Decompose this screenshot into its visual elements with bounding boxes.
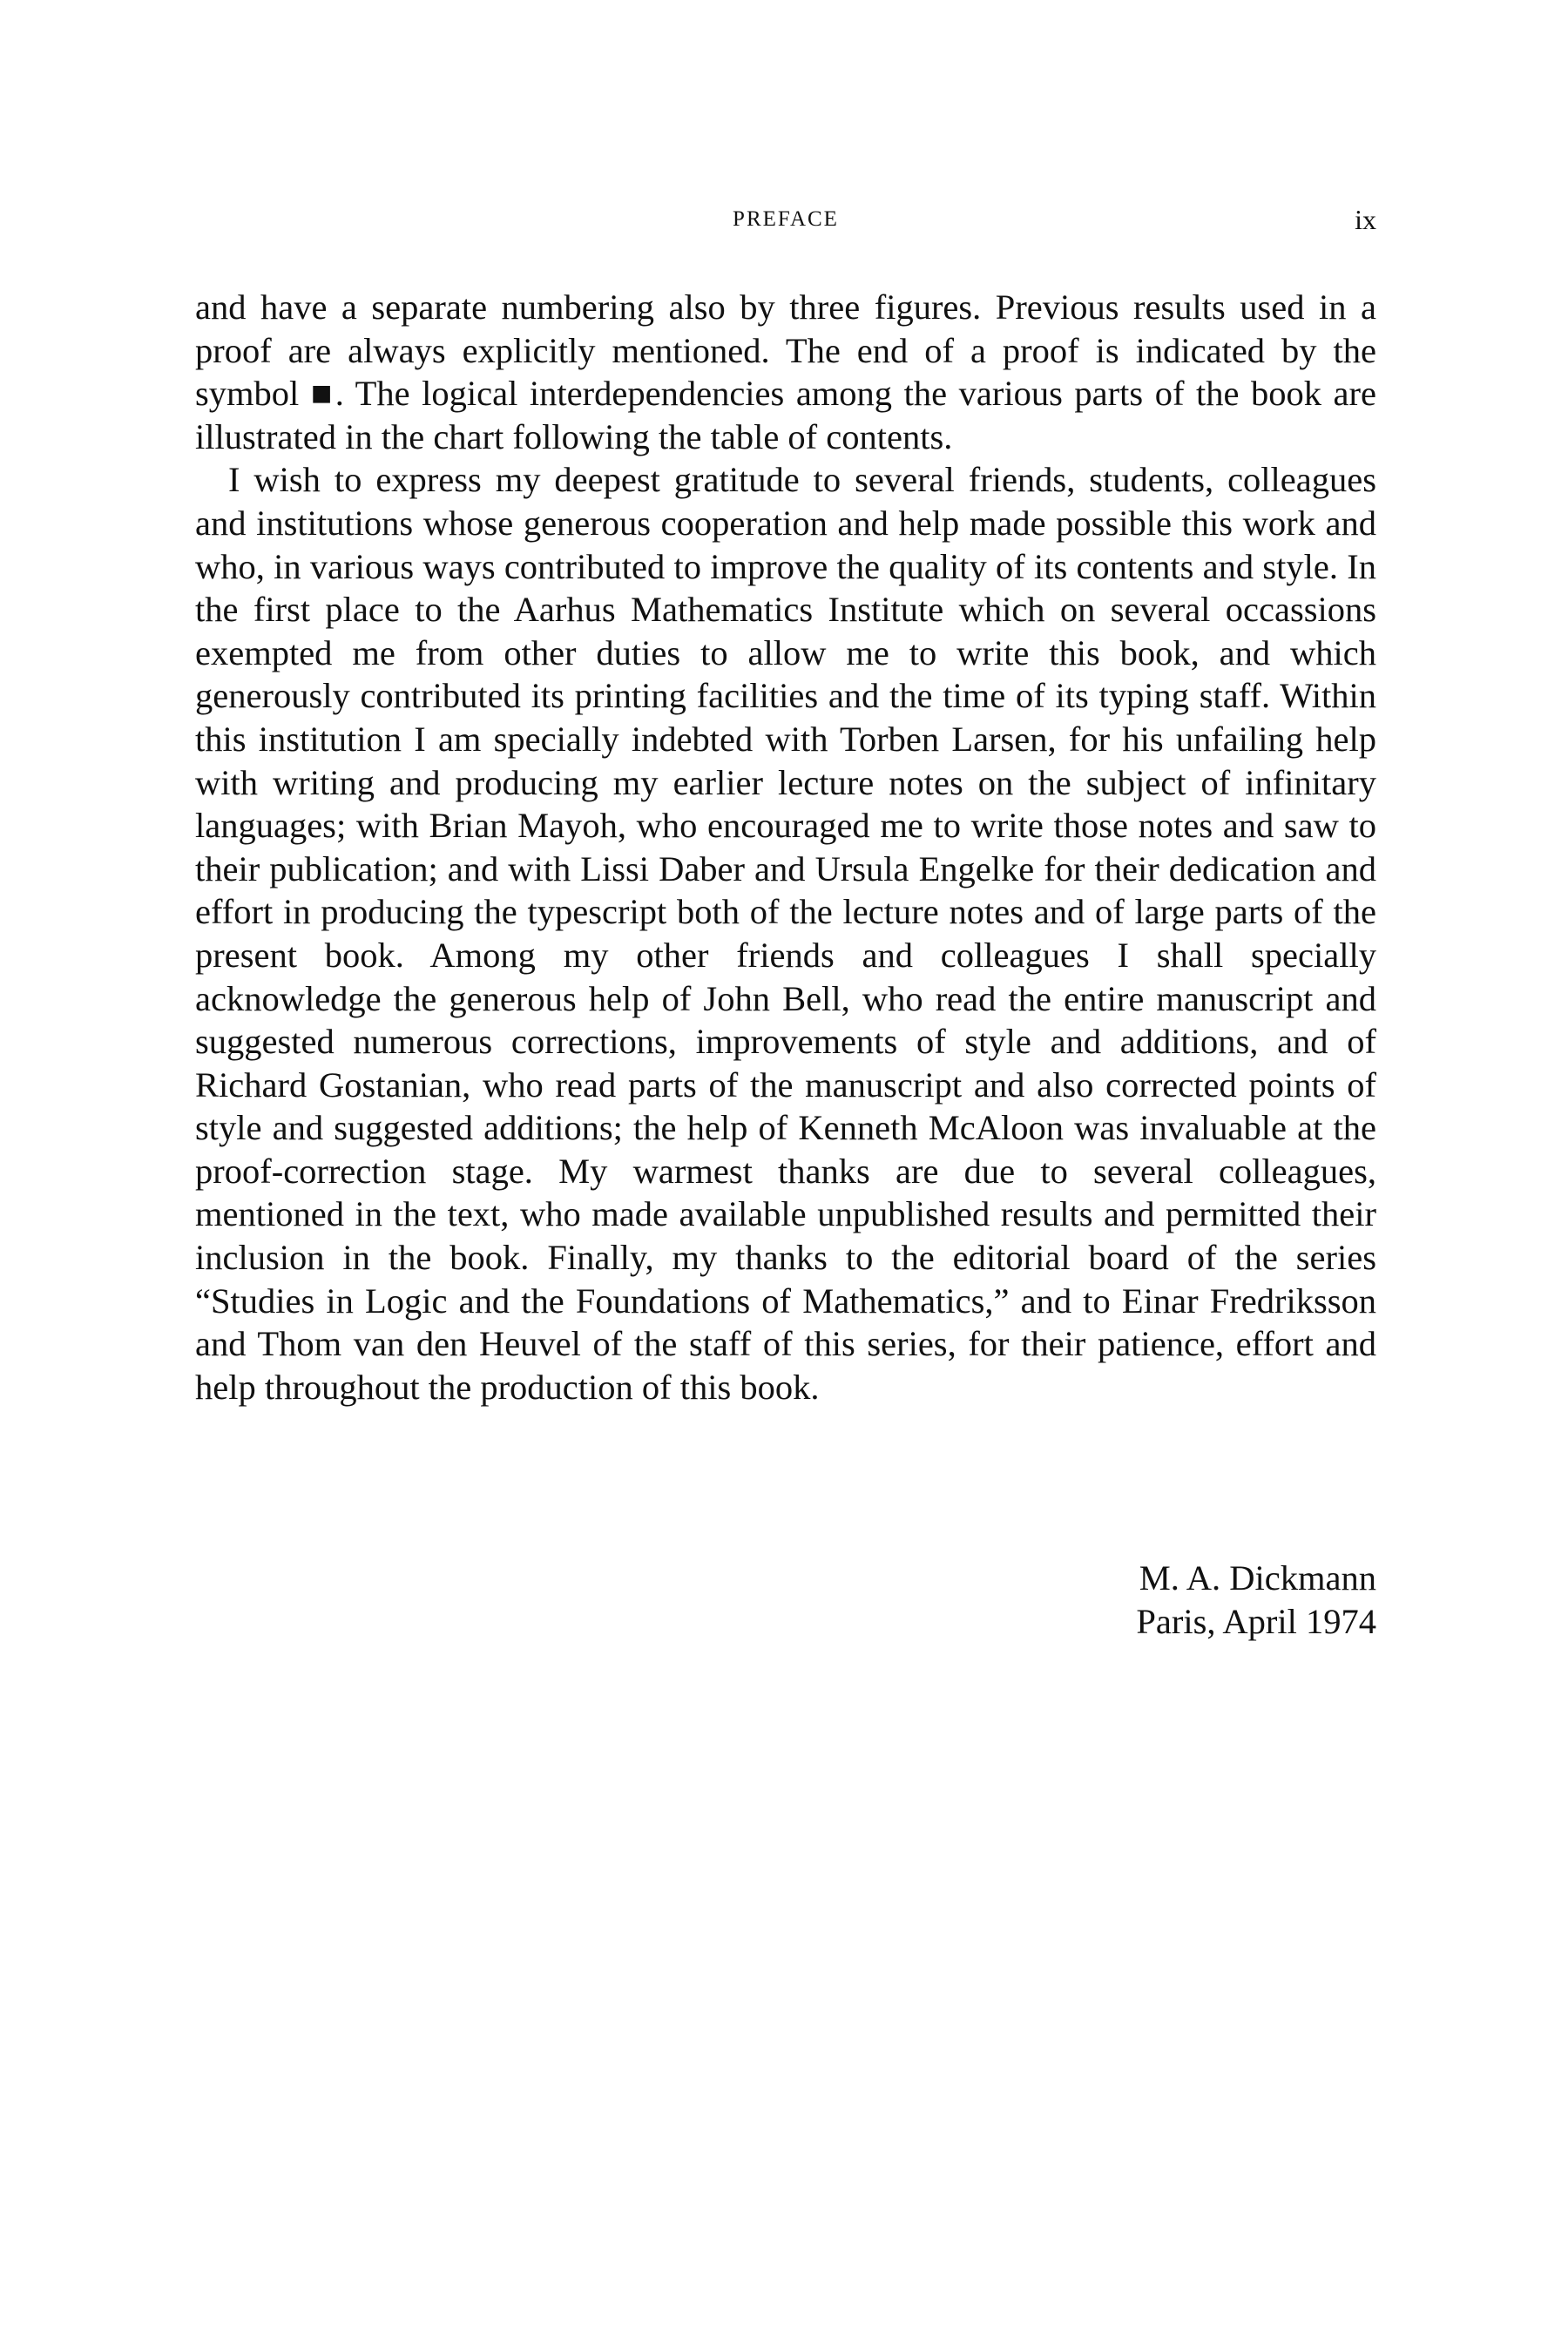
paragraph-continuation: and have a separate numbering also by three figures. Previous results used in a proof are always explicitly mentioned. The end of a proof is indicated by the symbol ■. The logical interdependencies among the various parts of the book are illustrated in the chart following the table of contents. — [195, 287, 1376, 456]
author-name: M. A. Dickmann — [1139, 1558, 1376, 1598]
signature-block — [1136, 1557, 1376, 1643]
page-number: ix — [1355, 204, 1376, 235]
running-title: PREFACE — [733, 207, 839, 231]
running-head — [195, 202, 1376, 237]
book-page — [195, 0, 1376, 2351]
paragraph-acknowledgements: I wish to express my deepest gratitude to several friends, students, colleagues and institutions whose generous cooperation and help made possible this work and who, in various ways contributed to improve the quality of its contents and style. In the first place to the Aarhus Mathematics Institute which on several occassions exempted me from other duties to allow me to write this book, and which generously contributed its printing facilities and the time of its typing staff. Within this institution I am specially indebted with Torben Larsen, for his unfailing help with writing and producing my earlier lecture notes on the subject of infinitary languages; with Brian Mayoh, who encouraged me to write those notes and saw to their publication; and with Lissi Daber and Ursula Engelke for their dedication and effort in producing the typescript both of the lecture notes and of large parts of the present book. Among my other friends and colleagues I shall specially acknowledge the generous help of John Bell, who read the entire manuscript and suggested numerous corrections, improvements of style and additions, and of Richard Gostanian, who read parts of the manuscript and also corrected points of style and suggested additions; the help of Kenneth McAloon was invaluable at the proof-correction stage. My warmest thanks are due to several colleagues, mentioned in the text, who made available unpublished results and permitted their inclusion in the book. Finally, my thanks to the editorial board of the series “Studies in Logic and the Foundations of Mathematics,” and to Einar Fredriksson and Thom van den Heuvel of the staff of this series, for their patience, effort and help throughout the production of this book. — [195, 460, 1376, 1407]
preface-body — [195, 286, 1376, 1409]
place-date: Paris, April 1974 — [1136, 1601, 1376, 1641]
